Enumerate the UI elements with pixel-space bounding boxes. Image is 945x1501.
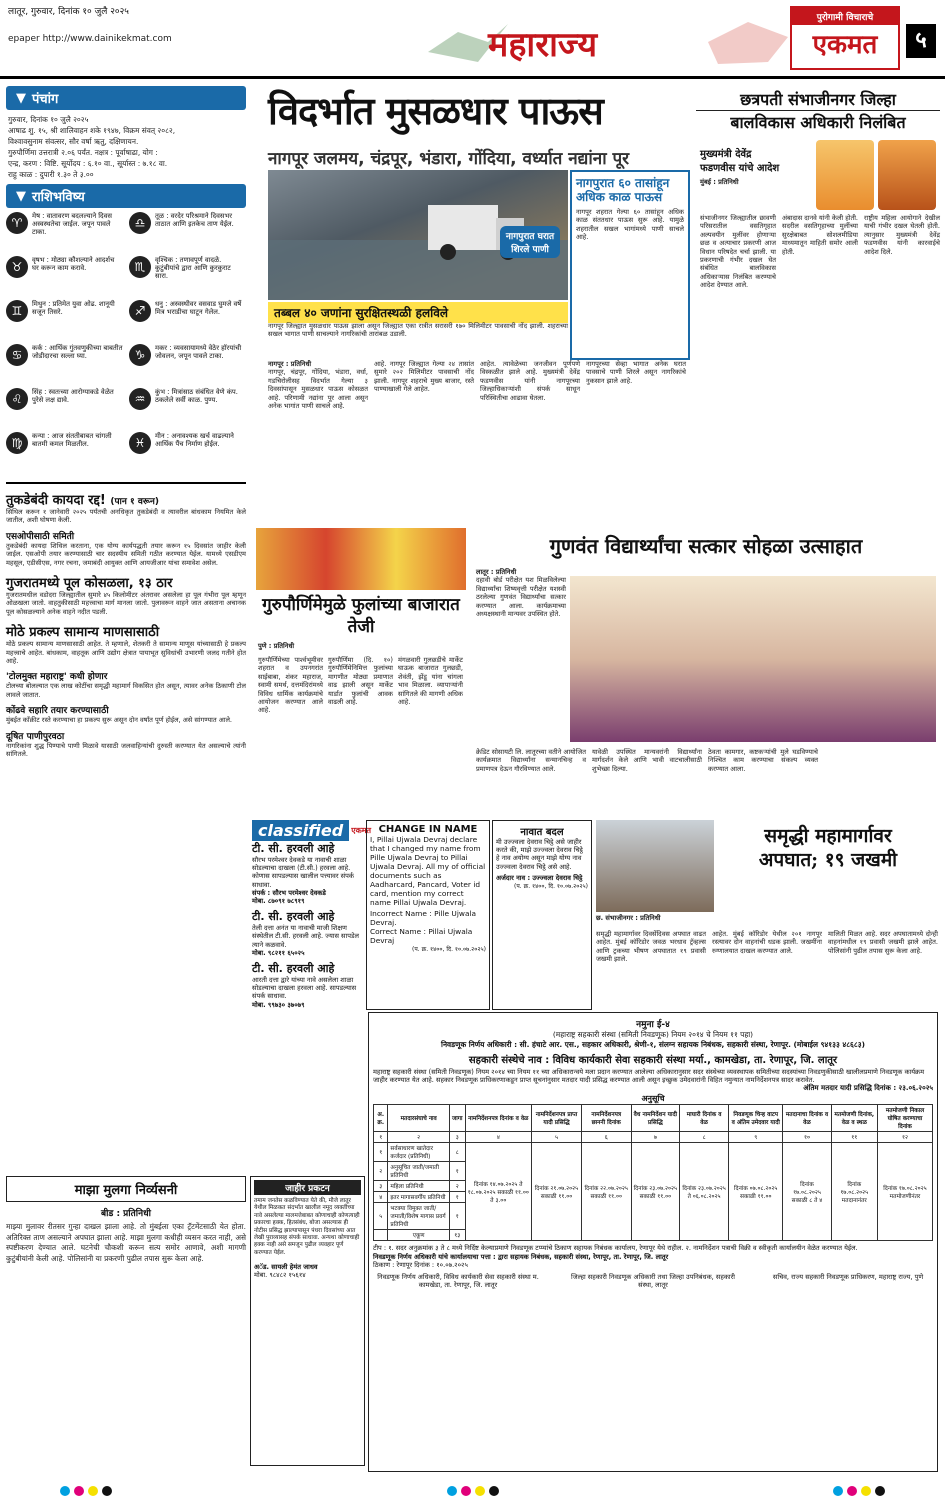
classified-brand: एकमत: [351, 826, 372, 835]
column-header: मतदारसंघाचे नाव: [388, 1105, 450, 1132]
schedule-table: [373, 1104, 933, 1241]
story-body: मालिती मिळत आहे. सदर अपघातामध्ये दोन्ही वाहनांमधील १९ प्रवासी जखमी झाले आहेत. पोलिसांनी पुढील तपास सुरू केला आहे.: [828, 930, 938, 955]
rashi-item: [6, 300, 123, 342]
story-body: नागपूर, चंद्रपूर, गोंदिया, भंडारा, वर्धा, गडचिरोलीसह विदर्भात गेल्या ३ दिवसांपासून मुसळधार पाऊस कोसळत आहे. परिणामी नद्यांना पूर आला असून अनेक भागांत पाणी साचले आहे.: [268, 368, 368, 411]
rashi-text: मकर : व्यवसायामध्ये वेठेर हॉरयांची जोवलन, जपून पावले टाका.: [155, 344, 242, 361]
lead-col: आहेत. त्यावेळेच्या जनजीवन पूर्णपणे विस्कळीत झाले आहे. मुख्यमंत्री देवेंद्र फडणवीस यांनी नागपूरच्या जिल्हाधिकाऱ्यांशी संपर्क साधून परिस्थितीचा आढावा घेतला.: [480, 360, 580, 402]
column-header: मतमोजणी दिनांक, वेळ व स्थळ: [831, 1105, 877, 1132]
side-title: नागपुरात ६० तासांहून अधिक काळ पाऊस: [576, 176, 670, 204]
story-body: दहावी बोर्ड परीक्षेत यश मिळविलेल्या विद्यार्थ्यांचा शिष्यवृत्ती परीक्षेत यशस्वी ठरलेल्या गुणवंत विद्यार्थ्यांचा सत्कार करण्यात आला. कार्यक्रमाच्या अध्यक्षस्थानी मान्यवर उपस्थित होते.: [476, 576, 566, 619]
panchang-header: [6, 86, 246, 110]
photo-caption: तब्बल ४० जणांना सुरक्षितस्थळी हलविले: [268, 302, 568, 323]
notice-mobile: मोबा. ९८४८२ १५६१४: [254, 1271, 306, 1280]
rashi-text: वृश्चिक : तणावपूर्ण वादळे. कुटुंबीयांचे द्वारा आणि कुरकुराट सारा.: [155, 256, 231, 281]
story-subhead: कोंढवे सहारि तयार करण्यासाठी: [6, 706, 109, 717]
story-body: अंबादास दानवे यांनी केली होती. सदरील वसतिगृहाच्या मुलींच्या सुरक्षेबाबत सोशलमीडिया माध्यमातून माहिती समोर आली होती.: [782, 214, 859, 256]
story-body: यावेळी उपस्थित मान्यवरांनी विद्यार्थ्यांना मार्गदर्शन केले आणि भावी वाटचालीसाठी शुभेच्छा दिल्या.: [592, 748, 702, 773]
zodiac-icon: ♈: [6, 212, 28, 234]
notice-form-no: नमुना ई-४: [636, 1020, 670, 1030]
story-title: गुजरातमध्ये पूल कोसळला, १३ ठार: [6, 576, 173, 592]
chevron-down-icon: ▼: [16, 188, 26, 204]
ad-title: CHANGE IN NAME: [378, 824, 478, 835]
story-body: क्रेडिट सोसायटी लि. लातूरच्या वतीने आयोजित कार्यक्रमात विद्यार्थ्यांना सन्मानचिन्ह व प्रमाणपत्र देऊन गौरविण्यात आले.: [476, 748, 586, 773]
zodiac-icon: ♍: [6, 432, 28, 454]
table-colnum-row: १ २ ३ ४ ५ ६ ७ ८ ९ १० ११ १२: [374, 1132, 933, 1143]
samruddhi-columns: [596, 930, 938, 964]
panchang-line: राहु काळ : दुपारी १.३० ते ३.००: [8, 170, 94, 179]
story-subhead: दूषित पाणीपुरवठा: [6, 731, 65, 742]
left-column: [6, 86, 246, 759]
public-notice: [250, 1176, 365, 1466]
accident-photo: [596, 820, 714, 912]
rashi-text: मीन : अनावश्यक खर्च वाढल्याने आर्थिक पैंच निर्माण होईल.: [155, 432, 234, 449]
table-row: ५ भटक्या विमुक्त जाती/जमाती/विशेष मागास प्रवर्ग प्रतिनिधी १: [374, 1203, 933, 1230]
portrait-pair: [816, 140, 936, 210]
page-number: ५: [906, 24, 936, 58]
zodiac-icon: ♑: [129, 344, 151, 366]
byline: पुणे : प्रतिनिधी: [258, 642, 295, 650]
brand-logo: [790, 6, 900, 70]
rashi-item: [6, 344, 123, 386]
classified-tag: [252, 820, 372, 841]
registration-marks: [0, 1482, 945, 1500]
rashi-item: [129, 432, 246, 474]
ad-ref: (प. क्र. १४००, दि. १०.०७.२०२५): [412, 946, 486, 953]
portrait-photo: [816, 140, 874, 210]
chevron-down-icon: ▼: [16, 90, 26, 106]
headline-line: छत्रपती संभाजीनगर जिल्हा: [740, 90, 896, 109]
gurupournima-columns: [258, 656, 463, 715]
table-row: ३ महिला प्रतिनिधी २: [374, 1181, 933, 1192]
ad-ref: (प. क्र. १४००, दि. १०.०७.२०२५): [514, 883, 588, 891]
vyasani-story: [6, 1176, 246, 1264]
zodiac-icon: ♎: [129, 212, 151, 234]
rashi-text: कन्या : आज संततीबाबत चांगली बातमी कमल मिळतील.: [32, 432, 112, 449]
ad-body: तेली दत्ता अनंत या नावाची माजी शिक्षण संस्थेतील टी.सी. हरवली आहे. ज्यास सापडेल त्याने कळवावे.: [252, 924, 359, 949]
rashi-item: [129, 256, 246, 298]
story-body: संभाजीनगर जिल्ह्यातील छावणी परिसरातील वसतिगृहात अल्पवयीन मुलींवर होणाऱ्या छळ व अत्याचार प्रकरणी आज विधान परिषदेत चर्चा झाली. या प्रकरणाची गंभीर दखल घेत संबंधित बालविकास अधिकाऱ्यास निलंबित करण्याचे आदेश देण्यात आले.: [700, 214, 776, 290]
story-body: टोलच्या बोलल्यात एक लाख कोटींचा समृद्धी महामार्ग विकसित होत असून, त्यावर अनेक ठिकाणी टोल लावले जातात.: [6, 682, 246, 699]
ad-title: टी. सी. हरवली आहे: [252, 910, 335, 924]
ad-mobile: मोबा. ९८२११ ६५०२५: [252, 948, 305, 957]
sambhaji-columns: [700, 214, 940, 290]
zodiac-icon: ♊: [6, 300, 28, 322]
column-header: जागा: [449, 1105, 465, 1132]
notice-title: जाहीर प्रकटन: [254, 1180, 361, 1195]
story-body: मोठे प्रकल्प सामान्य माणसासाठी आहेत. ते म्हणाले, शेतकरी ते सामान्य माणूस यांच्यासाठी हे प्रकल्प महत्त्वाचे आहेत. बांधकाम, वाहतूक आणि उद्योग क्षेत्रात पायाभूत सुविधांची उभारणी जलद गतीने होत आहे.: [6, 640, 246, 666]
story-body: ठेवता कामगार, कष्टकऱ्यांची मुले घडविण्याचे निश्चित काम करण्याचा संकल्प व्यक्त करण्यात आला.: [708, 748, 818, 773]
rashi-item: [6, 388, 123, 430]
satkar-columns: [476, 748, 936, 773]
rashi-text: कुंभ : मित्रांसाठ संबंधित वेणे कंप. ठकलेले सर्वी काळ. पुण्य.: [155, 388, 238, 405]
rashi-grid: [6, 208, 246, 478]
satkar-headline: गुणवंत विद्यार्थ्यांचा सत्कार सोहळा उत्साहात: [549, 534, 863, 558]
notice-society: सहकारी संस्थेचे नाव : विविध कार्यकारी सेवा सहकारी संस्था मर्या., कामखेडा, ता. रेणापूर, जि. लातूर: [468, 1055, 838, 1066]
story-title: मोठे प्रकल्प सामान्य माणसासाठी: [6, 625, 160, 641]
lead-body-wide: नागपूर जिल्ह्यात मुसळधार पाऊस झाला असून जिल्ह्यात एका रात्रीत सरासरी १७० मिलिमीटर पावसाची नोंद झाली. शहराच्या सखल भागात पाणी साचल्याने नागरिकांची तारांबळ उडाली.: [268, 322, 568, 339]
gurupournima-headline: गुरुपौर्णिमेमुळे फुलांच्या बाजारात तेजी: [262, 595, 460, 637]
brand-tagline: पुरोगामी विचाराचे: [792, 8, 898, 25]
story-body: गुरुपौर्णिमा (दि. १०) गुरुपौर्णिमेनिमित्त फुलांच्या मागणीत मोठ्या प्रमाणात वाढ झाली असून मार्केट यार्डात फुलांची आवक वाढली आहे.: [328, 656, 393, 707]
notice-sign: अॅड. सायली हेमंत जाधव: [254, 1263, 318, 1272]
signature: सचिव, राज्य सहकारी निवडणूक प्राधिकरण, महाराष्ट्र राज्य, पुणे: [772, 1273, 924, 1282]
satkar-intro: [476, 568, 566, 618]
notice-final-list: अंतिम मतदार यादी प्रसिद्धि दिनांक : २३.०६.२०२५: [803, 1084, 933, 1093]
story-title: माझा मुलगा निर्व्यसनी: [6, 1176, 246, 1202]
masthead-map-band: [418, 12, 788, 70]
column-header: नामनिर्देशनपत्र दिनांक व वेळ: [465, 1105, 532, 1132]
column-header: अ. क्र.: [374, 1105, 388, 1132]
story-body: गुजरातमधील वडोदरा जिल्ह्यातील सुमारे ४५ किलोमीटर अंतरावर असलेला हा पूल गंभीरा पूल म्हणून ओळखला जातो. वाहतुकीसाठी महत्त्वाचा मार्ग मानला जातो. पुलावरून वाहने जात असताना अचानक पूल कोसळल्याने अनेक वाहने नदीत पडली.: [6, 591, 246, 616]
ad-mobile: मोबा. ८७०९१ ७८९१९: [252, 897, 305, 906]
panchang-line: विश्वावसुनाम संवत्सर, सौर वर्षा ऋतु, दक्षिणायन.: [8, 137, 139, 146]
side-body: नागपूर शहरात गेल्या ६० तासांहून अधिक काळ संततधार पाऊस सुरू आहे. यामुळे शहरातील सखल भागांमध्ये पाणी साचले आहे.: [576, 208, 684, 242]
rashi-text: मेष : वातावरण बदलल्याने दिवस अस्वस्थतेचा जाईल. जपून पावले टाका.: [32, 212, 112, 237]
rashi-item: [6, 432, 123, 474]
color-dots: [447, 1486, 499, 1496]
ad-body: सौरभ परमेश्वर देवकडे या नावाची शाळा सोडल्याचा दाखला (टी.सी.) हरवला आहे. कोणास सापडल्यास खालील पत्त्यावर संपर्क साधावा.: [252, 856, 354, 889]
notice-date: ठिकाण : रेणापूर दिनांक : १०.०७.२०२५: [373, 1260, 468, 1269]
notice-rule: (महाराष्ट्र सहकारी संस्था (समिती निवडणूक) नियम २०१४ चे नियम ११ पहा): [552, 1030, 754, 1039]
kicker-line: फडणवीस यांचे आदेश: [700, 163, 780, 174]
rashi-item: [129, 388, 246, 430]
ad-body: Incorrect Name : Pille Ujwala Devraj.: [370, 909, 477, 927]
panchang-line: आषाढ शु. १५, श्री शालिवाहन शके १९४७, विक्रम संवत् २०८२,: [8, 126, 176, 135]
rashi-header: [6, 184, 246, 208]
headline-line: बालविकास अधिकारी निलंबित: [696, 110, 940, 133]
zodiac-icon: ♏: [129, 256, 151, 278]
side-box: [570, 170, 690, 360]
ad-mobile: मोबा. ९९७३० ३७०७९: [252, 1000, 305, 1009]
notice-note: टीप : १. सदर अनुक्रमांक ३ ते ८ मध्ये निर्दिष्ट केल्याप्रमाणे निवडणूक टप्प्यांचे ठिकाण सहायक निबंधक कार्यालय, रेणापूर येथे राहील. २. नामनिर्देशन पत्राची विक्री व स्वीकृती कार्यालयीन वेळेत करण्यात येईल.: [373, 1244, 858, 1253]
ad-body: आरती दत्ता द्वारे यांच्या नावे असलेला शाळा सोडल्याचा दाखला हरवला आहे. सापडल्यास संपर्क साधावा.: [252, 976, 357, 1001]
story-body: मंगळवारी गुलछडीचे मार्केट घाऊक बाजारात गुलछडी, शेवंती, झेंडू यांना चांगला भाव मिळाला. व्यापाऱ्यांनी सांगितले की मागणी अधिक आहे.: [398, 656, 463, 707]
byline: लातूर : प्रतिनिधी: [476, 568, 517, 576]
rashi-text: धनु : अस्वस्थीवर वसवाड घुमजे वर्षे मित्र भराडीचा घाटून गेलेल.: [155, 300, 242, 317]
lead-col: आहे. नागपूर जिल्ह्यात गेल्या २४ तासांत सुमारे २०२ मिलिमीटर पावसाची नोंद झाली. नागपूर शहराचे मुख्य बाजार, रस्ते पाण्याखाली गेले आहेत.: [374, 360, 474, 394]
election-notice: [368, 1012, 938, 1472]
photo-credit: छ. संभाजीनगर : प्रतिनिधी: [596, 914, 661, 922]
story-title: तुकडेबंदी कायदा रद्द! (पान १ वरून): [6, 493, 159, 508]
byline: बीड : प्रतिनिधी: [101, 1209, 151, 1219]
story-body: सिथिल करून १ जानेवारी २०२५ पर्यंतची अनधिकृत तुकडेबंदी व त्यावरील बांधकाम नियमित केले जातील, अशी घोषणा केली.: [6, 508, 246, 525]
panchang-title: पंचांग: [32, 92, 59, 107]
headline-line: समृद्धी महामार्गावर: [764, 825, 892, 847]
zodiac-icon: ♐: [129, 300, 151, 322]
kicker-line: मुख्यमंत्री देवेंद्र: [700, 149, 752, 160]
header-rule: [0, 76, 945, 79]
column-header: नामनिर्देशनपत्र छाननी दिनांक: [581, 1105, 631, 1132]
headline-line: अपघात; १९ जखमी: [758, 849, 898, 871]
notice-body: तमाम जनतेस कळविण्यात येते की, मौजे लातूर येथील मिळकत संदर्भात खालील नमूद व्यक्तीच्या नावे असलेल्या मालमत्तेबाबत कोणाचाही कोणत्याही प्रकारचा हक्क, हितसंबंध, बोजा असल्यास ही नोटीस प्रसिद्ध झाल्यापासून पंधरा दिवसांच्या आत लेखी पुराव्यासह संपर्क साधावा. अन्यथा कोणाचाही हक्क नाही असे समजून पुढील व्यवहार पूर्ण करण्यात येईल.: [254, 1198, 360, 1256]
notice-signatures: [373, 1273, 933, 1289]
rashi-text: तूळ : वरदेर परिश्रमाने दिवसभर ताठात आणि इतकेच ताण येईल.: [155, 212, 234, 229]
ad-sign: संपर्क : सौरभ परमेश्वर देवकडे: [252, 888, 326, 897]
rashi-text: मिथुन : प्रतिमेत युवा ओढ. शानूयी सजून तिसरे.: [32, 300, 115, 317]
story-subhead: एसओपीसाठी समिती: [6, 531, 75, 542]
panchang-line: गुरुपौर्णिमा उत्तरात्री २.०६ पर्यंत. नक्षत्र : पूर्वाषाढा, योग :: [8, 148, 158, 157]
brand-name: एकमत: [812, 30, 878, 60]
story-body: गुरुपौर्णिमेच्या पार्श्वभूमीवर शहरात व उपनगरांत साईबाबा, शंकर महाराज, स्वामी समर्थ, दत्तमंदिरांमध्ये विविध धार्मिक कार्यक्रमांचे आयोजन करण्यात आले आहे.: [258, 656, 323, 715]
column-header: मतदानाचा दिनांक व वेळ: [783, 1105, 831, 1132]
schedule-label: अनुसूचि: [641, 1094, 665, 1104]
notice-officer: निवडणूक निर्णय अधिकारी : सी. हंचाटे आर. एस., सहकार अधिकारी, श्रेणी-१, संलग्न सहायक निबंधक, सहकारी संस्था, रेणापूर. (मोबाईल ९४१३३ ४८६८३): [441, 1040, 865, 1049]
rashi-text: सिंह : स्वतःच्या आरोग्याकडे वेळेत पुरेसे लक्ष द्यावे.: [32, 388, 114, 405]
story-body: माझ्या मुलावर रीतसर गुन्हा दाखल झाला आहे. तो मुंबईला एका ट्रॅटमेंटसाठी येत होता. अतिरिक्त ताण असल्याने अपघात झाला आहे. माझा मुलगा कधीही व्यसन करत नाही, असे स्पष्टीकरण देण्यात आले. घटनेची चौकशी करून सत्य समोर आणावे, अशी मागणी कुटुंबीयांनी केली आहे. पोलिसांनी या प्रकरणी पुढील तपास सुरू केला आहे.: [6, 1222, 246, 1263]
story-body: मुंबईत काँक्रीट रस्ते करण्याचा हा प्रकल्प सुरू असून दोन वर्षांत पूर्ण होईल, असे सांगण्यात आले.: [6, 716, 233, 725]
table-row: ४ इतर मागासवर्गीय प्रतिनिधी १: [374, 1192, 933, 1203]
classified-column: [252, 820, 372, 1009]
ad-title: टी. सी. हरवली आहे: [252, 842, 335, 855]
photo-label: नागपुरात घरात शिरले पाणी: [500, 226, 560, 258]
masthead-title: महाराज्य: [488, 25, 598, 65]
sambhaji-kicker: [700, 146, 810, 186]
story-body: समृद्धी महामार्गावर दिवसेंदिवस अपघात वाढत आहेत. मुंबई कॉरिडोर जवळ भरधाव ट्रॅव्हल्स आणि ट्रकच्या भीषण अपघातात १९ प्रवासी जखमी झाले.: [596, 930, 706, 964]
zodiac-icon: ♓: [129, 432, 151, 454]
story-body: राष्ट्रीय महिला आयोगाने देखील याची गंभीर दखल घेतली होती. त्यानुसार मुख्यमंत्री देवेंद्र फडणवीस यांनी कारवाईचे आदेश दिले.: [864, 214, 940, 256]
dateline: लातूर, गुरुवार, दिनांक १० जुलै २०२५: [8, 7, 129, 17]
rashi-item: [6, 256, 123, 298]
ad-title: टी. सी. हरवली आहे: [252, 962, 335, 976]
table-header-row: [374, 1105, 933, 1132]
rashi-text: वृषभ : मोठ्या कौशल्याने आदर्शच घर करून काम करावे.: [32, 256, 115, 273]
story-body: तुकडेबंदी कायदा शिथिल करताना, एक योग्य कार्यपद्धती तयार करून १५ दिवसांत जाहीर केली जाईल. एसओपी तयार करण्यासाठी चार सदस्यीय समिती गठीत करण्यात येईल. यामध्ये एसडीएम महसूल, एडीसीएस, नगर रचना, जमाबंदी आयुक्त आणि आयजीआर यांचा समावेश असेल.: [6, 541, 246, 567]
signature: जिल्हा सहकारी निवडणूक अधिकारी तथा जिल्हा उपनिबंधक, सहकारी संस्था, लातूर: [571, 1273, 735, 1290]
table-total-row: एकूण १३: [374, 1230, 933, 1241]
panchang-date: गुरुवार, दिनांक १० जुलै २०२५: [8, 115, 89, 124]
column-header: नामनिर्देशनपत्र प्राप्त यादी प्रसिद्धि: [532, 1105, 582, 1132]
flower-photo: [256, 528, 466, 590]
samruddhi-headline: [718, 824, 938, 872]
rashi-title: राशिभविष्य: [32, 190, 85, 205]
notice-place: निवडणूक निर्णय अधिकारी यांचे कार्यालयाचा पत्ता : द्वारा सहायक निबंधक, सहकारी संस्था, रेणापूर, ता. रेणापूर, जि. लातूर: [373, 1252, 669, 1261]
zodiac-icon: ♋: [6, 344, 28, 366]
name-change-ad: [366, 820, 490, 1010]
byline: नागपूर : प्रतिनिधी: [268, 360, 312, 368]
classified-label: classified: [252, 820, 349, 841]
rashi-text: कर्क : आर्थिक गुंतवणुकीच्या बाबतीत जोडीदारचा सल्ला घ्या.: [32, 344, 123, 361]
signature: निवडणूक निर्णय अधिकारी, विविध कार्यकारी सेवा सहकारी संस्था म. कामखेडा, ता. रेणापूर, जि. लातूर: [377, 1273, 539, 1290]
column-header: माघारी दिनांक व वेळ: [680, 1105, 729, 1132]
story-body: नागरिकांना शुद्ध पिण्याचे पाणी मिळावे यासाठी जलवाहिन्यांची दुरुस्ती करण्यात येत असल्याचे त्यांनी सांगितले.: [6, 741, 246, 759]
ad-body: I, Pillai Ujwala Devraj declare that I changed my name from Pille Ujwala Devraj to Pillai Ujwala Devraj. All my of official documents such as Aadharcard, Pancard, Voter id card, mention my correct name Pillai Ujwala Devraj.: [370, 835, 486, 907]
rashi-item: [6, 212, 123, 254]
portrait-photo: [878, 140, 936, 210]
color-dots: [833, 1486, 885, 1496]
sambhaji-headline: [696, 88, 940, 133]
award-ceremony-photo: [570, 576, 936, 742]
notice-body: महाराष्ट्र सहकारी संस्था (समिती निवडणूक) नियम २०१४ च्या नियम ११ च्या अधिकारान्वये मला प्रदान करण्यात आलेल्या अधिकारानुसार सदर संस्थेच्या व्यवस्थापक समितीच्या सदस्यांच्या निवडणुकीसाठी खालीलप्रमाणे निवडणूक कार्यक्रम जाहीर करण्यात येत आहे. सहकार निवडणूक प्राधिकरणाकडून प्राप्त सूचनांनुसार मतदार यादी प्रसिद्ध करण्यात आली असून इच्छुक उमेदवारांनी विहित नमुन्यात नामनिर्देशनपत्र सादर करावेत.: [373, 1068, 925, 1085]
story-body: आहेत. मुंबई कॉरिडोर येथील २०१ नागपूर रस्त्यावर दोन वाहनांची धडक झाली. जखमींना रुग्णालयात दाखल करण्यात आले.: [712, 930, 822, 955]
byline: मुंबई : प्रतिनिधी: [700, 178, 739, 186]
column-header: मतमोजणी निकाल घोषित करण्याचा दिनांक: [877, 1105, 932, 1132]
lead-deck: नागपूर जलमय, चंद्रपूर, भंडारा, गोंदिया, वर्ध्यात नद्यांना पूर: [268, 149, 630, 169]
ad-title: नावात बदल: [520, 827, 564, 838]
zodiac-icon: ♒: [129, 388, 151, 410]
rashi-item: [129, 344, 246, 386]
website-link[interactable]: epaper http://www.dainikekmat.com: [8, 34, 172, 44]
ad-body: मी उज्ज्वला देवराव चिट्ठे असे जाहीर करते की, माझे उज्ज्वला देवराव चिट्ठे हे नाव अयोग्य असून माझे योग्य नाव उज्ज्वला देवराव चिट्ठे असे आहे.: [496, 838, 583, 871]
panchang-line: एन्द्र, करण : विष्टि. सूर्योदय : ६.१० वा., सूर्यास्त : ७.१८ वा.: [8, 159, 168, 168]
lead-headline: विदर्भात मुसळधार पाऊस: [268, 88, 603, 133]
zodiac-icon: ♌: [6, 388, 28, 410]
column-header: निवडणूक चिन्ह वाटप व अंतिम उमेदवार यादी: [729, 1105, 783, 1132]
rashi-item: [129, 300, 246, 342]
column-header: वैध नामनिर्देशन यादी प्रसिद्धि: [631, 1105, 680, 1132]
naav-badal-ad: [492, 820, 592, 1010]
table-row: १ सर्वसाधारण खातेदार कर्जदार (प्रतिनिधी) ८ दिनांक १४.०७.२०२५ ते १८.०७.२०२५ सकाळी ११.०० ते ३.०० दिनांक २१.०७.२०२५ सकाळी ११.०० दिनांक २२.०७.२०२५ सकाळी ११.०० दिनांक २३.०७.२०२५ सकाळी ११.०० दिनांक २३.०७.२०२५ ते ०६.०८.२०२५ दिनांक ०७.०८.२०२५ सकाळी ११.०० दिनांक १७.०८.२०२५ सकाळी ८ ते ४ दिनांक १७.०८.२०२५ मतदानानंतर दिनांक १७.०८.२०२५ मतमोजणीनंतर: [374, 1143, 933, 1162]
color-dots: [60, 1486, 112, 1496]
ad-sign: अर्जदार नाव : उज्ज्वला देवराव चिट्ठे: [496, 873, 583, 882]
rashi-item: [129, 212, 246, 254]
panchang-body: [6, 110, 246, 184]
table-row: २ अनुसूचित जाती/जमाती प्रतिनिधी १: [374, 1162, 933, 1181]
lead-col: [268, 360, 368, 410]
lead-columns: [268, 360, 688, 410]
ad-body: Correct Name : Pillai Ujwala Devraj: [370, 927, 473, 945]
zodiac-icon: ♉: [6, 256, 28, 278]
lead-col: नागपूरच्या सेव्हा भागात अनेक घरात पावसाचे पाणी शिरले असून नागरिकांचे नुकसान झाले आहे.: [586, 360, 686, 385]
story-subhead: 'टोलमुक्त महाराष्ट्र' कधी होणार: [6, 672, 108, 683]
